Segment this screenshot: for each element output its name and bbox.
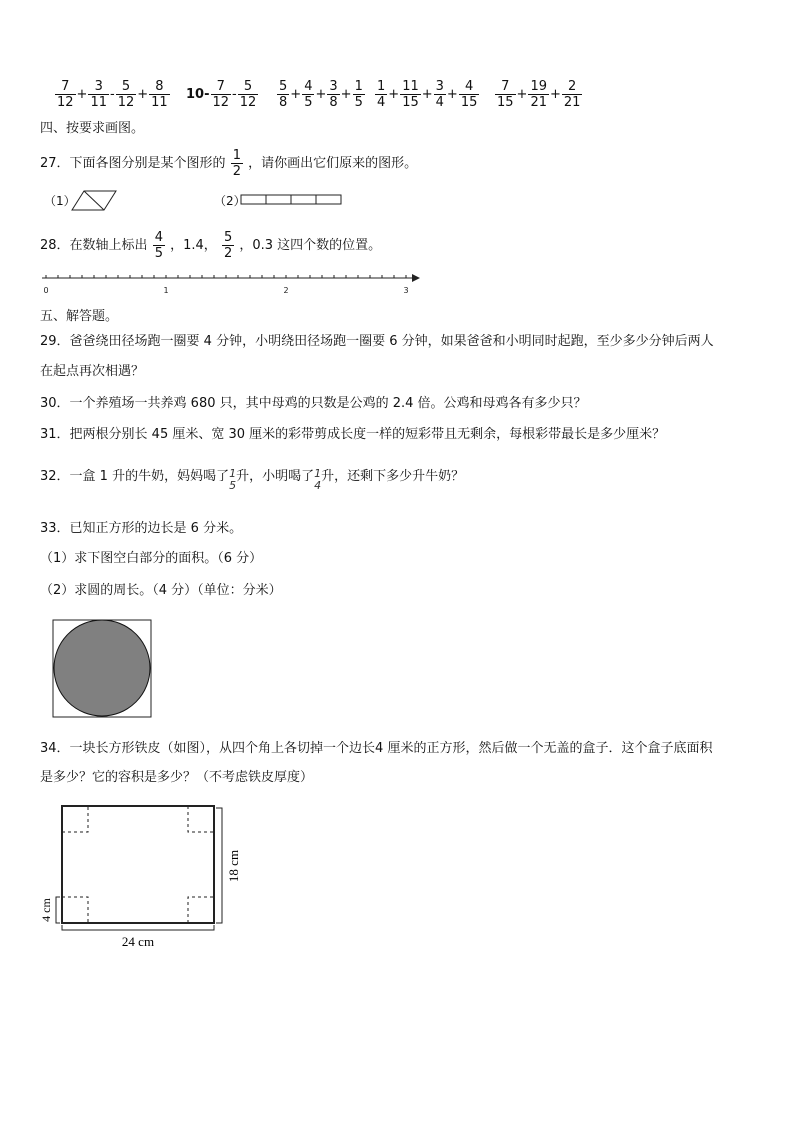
operator: + — [137, 87, 149, 102]
width-label: 24 cm — [121, 934, 155, 949]
q27-text-after: ，请你画出它们原来的图形。 — [248, 156, 418, 171]
fraction — [562, 79, 583, 110]
numerator: 4 — [304, 79, 313, 94]
fraction — [277, 79, 289, 110]
denominator: 12 — [117, 95, 135, 110]
question-34-line-2: 是多少？它的容积是多少？（不考虑铁皮厚度） — [40, 770, 314, 785]
question-33-part-2: （2）求圆的周长。（4 分）（单位：分米） — [40, 583, 282, 598]
fraction — [528, 79, 549, 110]
numerator: 1 — [354, 79, 363, 94]
fraction — [434, 79, 446, 110]
fraction — [353, 79, 365, 110]
denominator: 15 — [497, 95, 514, 110]
expression-3 — [276, 79, 366, 110]
tick-label: 3 — [403, 286, 409, 295]
fraction — [375, 79, 387, 110]
denominator: 12 — [239, 95, 257, 110]
expression-1 — [54, 79, 171, 110]
numerator: 1 — [377, 79, 386, 94]
square-with-circle-figure — [50, 618, 156, 720]
fraction — [211, 79, 232, 110]
question-28 — [40, 230, 381, 261]
fraction — [149, 79, 170, 110]
segmented-rectangle-figure — [240, 194, 344, 206]
corner-size-label: 4 cm — [39, 898, 53, 922]
numerator: 5 — [279, 79, 288, 94]
denominator: 4 — [377, 95, 386, 110]
operator: + — [388, 87, 400, 102]
section-5-heading: 五、解答题。 — [40, 309, 119, 324]
q32-fraction-1: 1 5 — [229, 467, 237, 492]
q28-fraction-1: $\frac{4}{5}$ — [154, 230, 163, 261]
numerator: 7 — [501, 79, 510, 94]
denominator: 5 — [354, 95, 363, 110]
fraction — [459, 79, 480, 110]
parallelogram-half-figure — [70, 190, 118, 212]
tick-label: 2 — [283, 286, 289, 295]
height-label: 18 cm — [226, 849, 241, 883]
q27-label-1: （1） — [44, 194, 76, 208]
numerator: 19 — [530, 79, 547, 94]
question-31: 31．把两根分别长 45 厘米、宽 30 厘米的彩带剪成长度一样的短彩带且无剩余，每根彩带最长是多少厘米？ — [40, 427, 666, 442]
tick-label: 1 — [163, 286, 169, 295]
operator: + — [550, 87, 561, 102]
operator: + — [76, 87, 88, 102]
denominator: 12 — [57, 95, 74, 110]
q28-text-before: 28．在数轴上标出 — [40, 238, 148, 253]
numerator: 3 — [94, 79, 103, 94]
tick-label: 0 — [43, 286, 49, 295]
numerator: 5 — [243, 79, 253, 94]
fraction — [88, 79, 109, 110]
denominator: 11 — [90, 95, 107, 110]
denominator: 8 — [279, 95, 288, 110]
q27-fraction: $\frac{1}{2}$ — [232, 148, 241, 179]
q28-text-mid: ，1.4， — [170, 238, 217, 253]
fraction — [116, 79, 137, 110]
operator: + — [516, 87, 528, 102]
operator: - — [232, 87, 237, 102]
numerator: 11 — [402, 79, 419, 94]
denominator: 5 — [304, 95, 313, 110]
fraction — [238, 79, 259, 110]
fraction — [327, 79, 339, 110]
q32-fraction-2: 1 4 — [314, 467, 322, 492]
question-27 — [40, 148, 417, 179]
q27-label-2: （2） — [214, 194, 246, 208]
q28-fraction-2: $\frac{5}{2}$ — [223, 230, 233, 261]
denominator: 15 — [460, 95, 478, 110]
fraction — [495, 79, 516, 110]
expression-4 — [374, 79, 480, 110]
denominator: 15 — [402, 95, 419, 110]
fraction — [400, 79, 421, 110]
operator: + — [290, 87, 302, 102]
rectangle-sheet-figure — [36, 800, 256, 960]
numerator: 7 — [61, 79, 70, 94]
question-33: 33．已知正方形的边长是 6 分米。 — [40, 521, 243, 536]
operator: - — [110, 87, 115, 102]
number-line — [36, 268, 426, 298]
q32-text-b: 升，小明喝了 — [236, 469, 315, 484]
numerator: 2 — [568, 79, 577, 94]
question-32 — [40, 462, 464, 492]
q32-text-c: 升，还剩下多少升牛奶？ — [321, 469, 465, 484]
question-29-line-1: 29．爸爸绕田径场跑一圈要 4 分钟，小明绕田径场跑一圈要 6 分钟，如果爸爸和小明同时起跑，至少多少分钟后两人 — [40, 334, 714, 349]
question-33-part-1: （1）求下图空白部分的面积。（6 分） — [40, 551, 263, 566]
q28-text-after: ，0.3 这四个数的位置。 — [239, 238, 382, 253]
expression-2 — [186, 79, 259, 110]
denominator: 4 — [435, 95, 444, 110]
operator: + — [315, 87, 327, 102]
fraction — [302, 79, 314, 110]
question-34-line-1: 34．一块长方形铁皮（如图），从四个角上各切掉一个边长4 厘米的正方形，然后做一个无盖的盒子．这个盒子底面积 — [40, 741, 713, 756]
q27-text-before: 27．下面各图分别是某个图形的 — [40, 156, 226, 171]
q32-text-a: 32．一盒 1 升的牛奶，妈妈喝了 — [40, 469, 230, 484]
section-4-heading: 四、按要求画图。 — [40, 121, 145, 136]
numerator: 4 — [464, 79, 474, 94]
question-30: 30．一个养殖场一共养鸡 680 只，其中母鸡的只数是公鸡的 2.4 倍。公鸡和母鸡各有多少只？ — [40, 396, 587, 411]
circle-shape — [54, 620, 150, 716]
operator: + — [446, 87, 458, 102]
denominator: 8 — [329, 95, 338, 110]
denominator: 21 — [530, 95, 547, 110]
question-29-line-2: 在起点再次相遇？ — [40, 364, 145, 379]
operator: + — [340, 87, 352, 102]
operator: + — [421, 87, 433, 102]
numerator: 3 — [329, 79, 338, 94]
numerator: 8 — [155, 79, 164, 94]
fraction — [55, 79, 76, 110]
denominator: 21 — [563, 95, 581, 110]
expression-5 — [494, 79, 583, 110]
expression-prefix: 10- — [186, 87, 210, 102]
numerator: 7 — [216, 79, 225, 94]
numerator: 3 — [435, 79, 444, 94]
numerator: 5 — [121, 79, 131, 94]
denominator: 12 — [212, 95, 230, 110]
denominator: 11 — [151, 95, 168, 110]
